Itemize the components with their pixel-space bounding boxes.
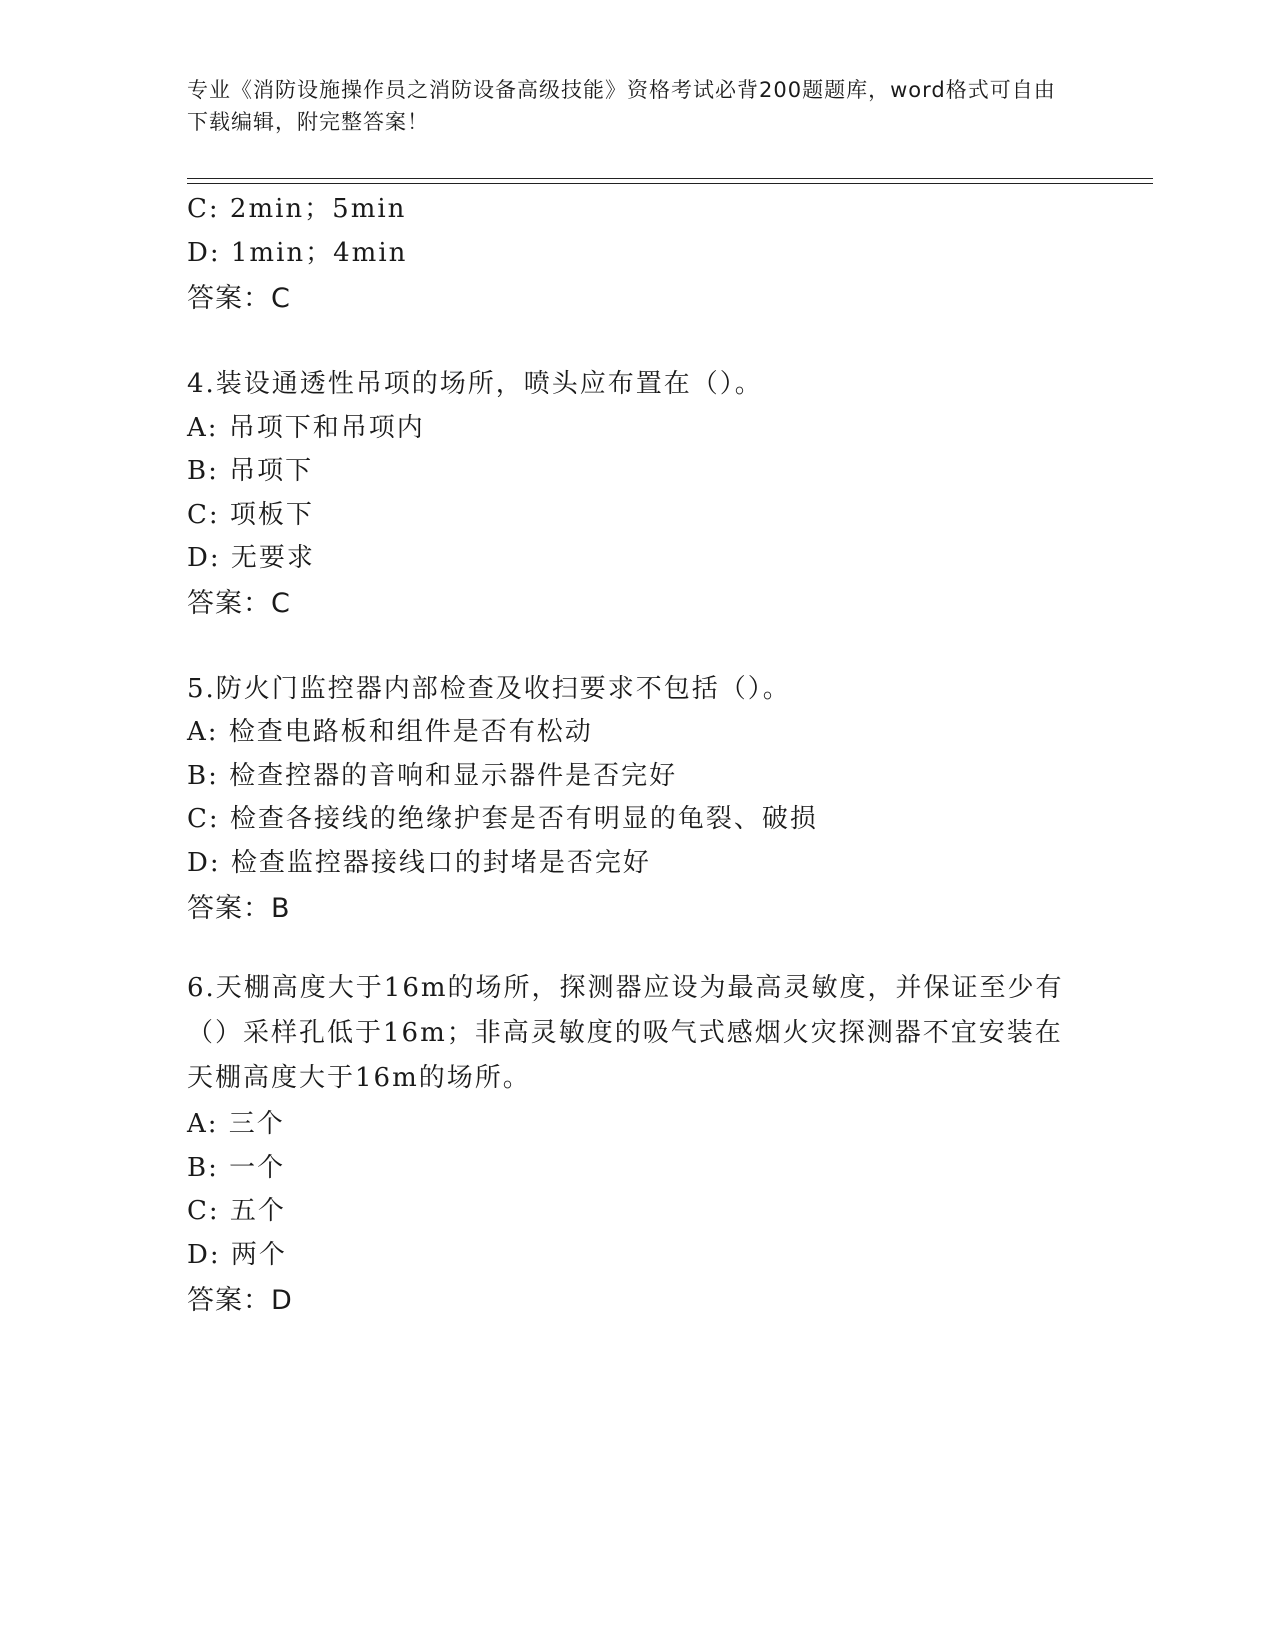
q4-option-a: A: 吊项下和吊项内 [187, 413, 425, 443]
header-divider-top [187, 178, 1153, 179]
q4-option-b: B: 吊项下 [187, 456, 314, 486]
q6-option-a: A: 三个 [187, 1109, 285, 1139]
document-header: 专业《消防设施操作员之消防设备高级技能》资格考试必背200题题库，word格式可自由下载编辑，附完整答案！ [187, 78, 1056, 134]
q6-option-d: D: 两个 [187, 1240, 287, 1270]
q5-option-d: D: 检查监控器接线口的封堵是否完好 [187, 848, 651, 878]
q3-option-c: C: 2min；5min [187, 194, 407, 224]
q6-answer: 答案：D [187, 1285, 293, 1316]
q3-option-d: D: 1min；4min [187, 238, 408, 268]
q5-option-c: C: 检查各接线的绝缘护套是否有明显的龟裂、破损 [187, 804, 818, 834]
q6-stem: 6.天棚高度大于16m的场所，探测器应设为最高灵敏度，并保证至少有（）采样孔低于16m；非高灵敏度的吸气式感烟火灾探测器不宜安装在天棚高度大于16m的场所。 [187, 973, 1064, 1093]
q4-option-c: C: 项板下 [187, 500, 314, 530]
q6-option-b: B: 一个 [187, 1153, 286, 1183]
header-divider-bottom [187, 183, 1153, 184]
q5-answer: 答案：B [187, 893, 291, 924]
q4-stem: 4.装设通透性吊项的场所，喷头应布置在（）。 [187, 369, 763, 399]
q5-option-a: A: 检查电路板和组件是否有松动 [187, 717, 593, 747]
q3-answer: 答案：C [187, 283, 291, 314]
q4-answer: 答案：C [187, 588, 291, 619]
q4-option-d: D: 无要求 [187, 543, 315, 573]
q5-stem: 5.防火门监控器内部检查及收扫要求不包括（）。 [187, 674, 791, 704]
q6-option-c: C: 五个 [187, 1196, 286, 1226]
q5-option-b: B: 检查控器的音响和显示器件是否完好 [187, 761, 678, 791]
